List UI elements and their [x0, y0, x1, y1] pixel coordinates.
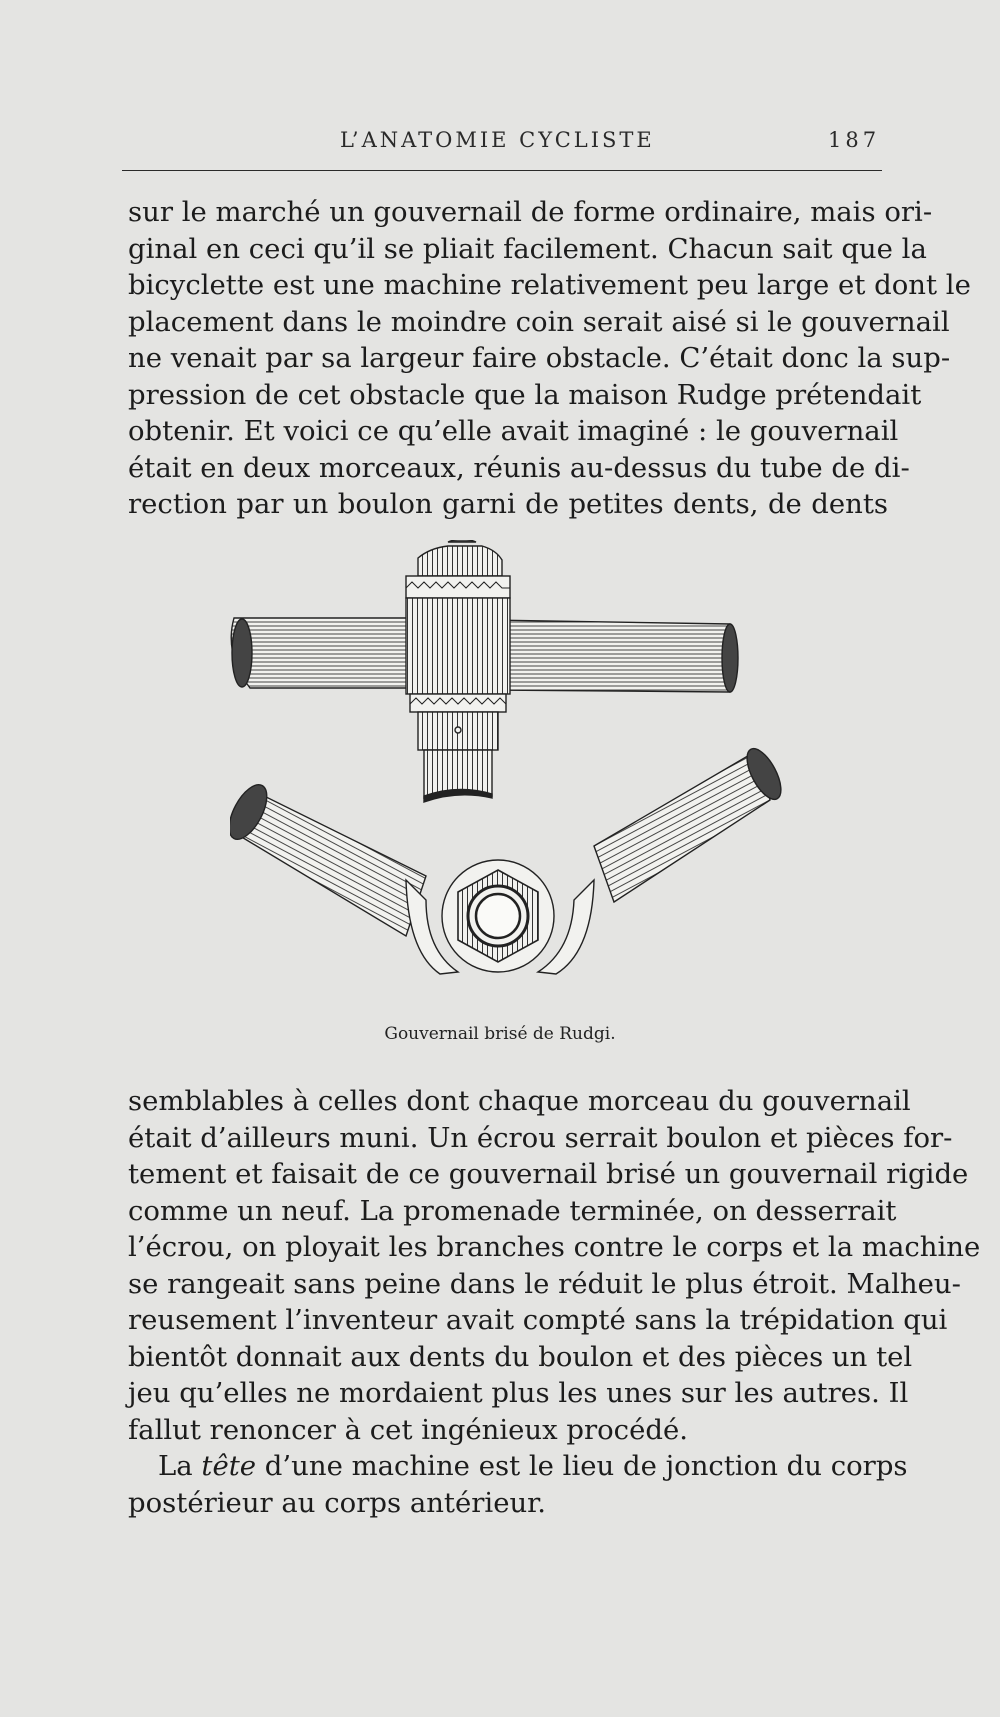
text-line: comme un neuf. La promenade terminée, on desserrait [128, 1194, 897, 1227]
italic-term: tête [201, 1450, 257, 1482]
text-line: jeu qu’elles ne mordaient plus les unes sur les autres. Il [128, 1377, 909, 1409]
text-line: placement dans le moindre coin serait aisé si le gouvernail [128, 305, 950, 338]
handlebar-engraving [230, 540, 790, 1020]
text-line: était en deux morceaux, réunis au-dessus du tube de di- [128, 451, 910, 484]
text-line: sur le marché un gouvernail de forme ordinaire, mais ori- [128, 196, 933, 228]
paragraph-after-figure [128, 1083, 981, 1521]
text-line: ginal en ceci qu’il se pliait facilement. Chacun sait que la [128, 232, 927, 265]
text-line: pression de cet obstacle que la maison Rudge prétendait [128, 378, 922, 411]
text-line: était d’ailleurs muni. Un écrou serrait boulon et pièces for- [128, 1121, 953, 1154]
folded-handlebar [230, 744, 788, 974]
text-line: ne venait par sa largeur faire obstacle. C’était donc la sup- [128, 342, 951, 374]
assembled-handlebar [231, 540, 738, 802]
text-line: obtenir. Et voici ce qu’elle avait imaginé : le gouvernail [128, 415, 899, 447]
text-line: reusement l’inventeur avait compté sans la trépidation qui [128, 1304, 948, 1336]
text-line: tement et faisait de ce gouvernail brisé un gouvernail rigide [128, 1158, 969, 1190]
header-rule [122, 170, 882, 171]
running-title: L’ANATOMIE CYCLISTE [340, 128, 655, 152]
final-paragraph-line [128, 1448, 908, 1485]
paragraph-before-figure [128, 194, 971, 523]
text-run: d’une machine est le lieu de jonction du corps [256, 1450, 908, 1482]
text-run: La [158, 1450, 202, 1482]
text-line: l’écrou, on ployait les branches contre le corps et la machine [128, 1231, 981, 1263]
text-line: se rangeait sans peine dans le réduit le plus étroit. Malheu- [128, 1267, 961, 1300]
text-line: semblables à celles dont chaque morceau du gouvernail [128, 1085, 911, 1117]
text-line: bientôt donnait aux dents du boulon et des pièces un tel [128, 1340, 913, 1373]
text-line: bicyclette est une machine relativement peu large et dont le [128, 269, 971, 301]
text-line: fallut renoncer à cet ingénieux procédé. [128, 1413, 688, 1446]
figure-caption: Gouvernail brisé de Rudgi. [384, 1024, 616, 1044]
page-number: 187 [828, 128, 881, 152]
text-line: postérieur au corps antérieur. [128, 1486, 547, 1519]
text-line: rection par un boulon garni de petites dents, de dents [128, 488, 888, 520]
